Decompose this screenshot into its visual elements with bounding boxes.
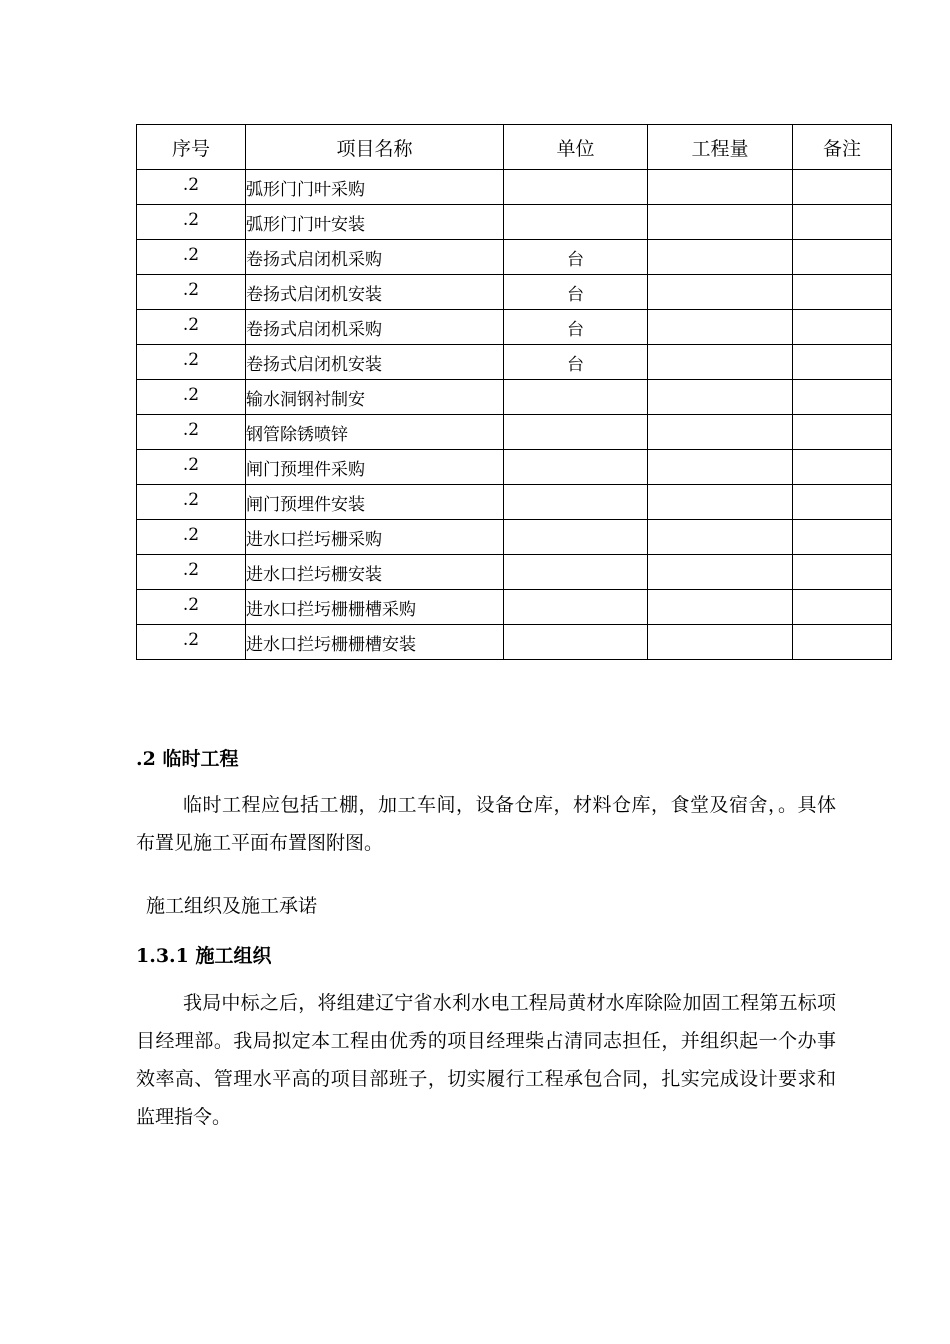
section-heading-temporary-works: .2 临时工程 bbox=[136, 748, 239, 770]
cell-unit bbox=[504, 170, 648, 205]
cell-unit bbox=[504, 555, 648, 590]
cell-unit: 台 bbox=[504, 345, 648, 380]
table-row bbox=[137, 625, 892, 660]
paragraph-construction-organization: 我局中标之后，将组建辽宁省水利水电工程局黄材水库除险加固工程第五标项目经理部。我局拟定本工程由优秀的项目经理柴占清同志担任，并组织起一个办事效率高、管理水平高的项目部班子，切实履行工程承包合同，扎实完成设计要求和监理指令。 bbox=[136, 992, 836, 1128]
cell-quantity bbox=[648, 345, 793, 380]
cell-quantity bbox=[648, 380, 793, 415]
cell-unit: 台 bbox=[504, 310, 648, 345]
table-row bbox=[137, 310, 892, 345]
table-row bbox=[137, 240, 892, 275]
cell-note bbox=[793, 240, 892, 275]
cell-quantity bbox=[648, 205, 793, 240]
cell-seq: .2 bbox=[137, 415, 246, 450]
cell-seq: .2 bbox=[137, 275, 246, 310]
cell-unit bbox=[504, 520, 648, 555]
cell-item-name: 卷扬式启闭机采购 bbox=[246, 240, 504, 275]
items-table bbox=[136, 124, 892, 660]
cell-quantity bbox=[648, 415, 793, 450]
cell-seq: .2 bbox=[137, 240, 246, 275]
table-row bbox=[137, 415, 892, 450]
cell-quantity bbox=[648, 240, 793, 275]
header-quantity: 工程量 bbox=[648, 125, 793, 170]
cell-quantity bbox=[648, 590, 793, 625]
table-row bbox=[137, 345, 892, 380]
cell-unit bbox=[504, 590, 648, 625]
cell-note bbox=[793, 450, 892, 485]
cell-item-name: 卷扬式启闭机安装 bbox=[246, 345, 504, 380]
cell-unit bbox=[504, 450, 648, 485]
table-row bbox=[137, 380, 892, 415]
table-row bbox=[137, 520, 892, 555]
paragraph-temporary-works: 临时工程应包括工棚，加工车间，设备仓库，材料仓库，食堂及宿舍，。具体布置见施工平面布置图附图。 bbox=[136, 794, 836, 854]
table-row bbox=[137, 170, 892, 205]
cell-note bbox=[793, 275, 892, 310]
header-note: 备注 bbox=[793, 125, 892, 170]
cell-note bbox=[793, 310, 892, 345]
cell-note bbox=[793, 170, 892, 205]
cell-note bbox=[793, 555, 892, 590]
cell-item-name: 弧形门门叶采购 bbox=[246, 170, 504, 205]
cell-note bbox=[793, 485, 892, 520]
cell-quantity bbox=[648, 520, 793, 555]
cell-item-name: 闸门预埋件安装 bbox=[246, 485, 504, 520]
cell-unit bbox=[504, 415, 648, 450]
cell-seq: .2 bbox=[137, 625, 246, 660]
cell-item-name: 钢管除锈喷锌 bbox=[246, 415, 504, 450]
header-name: 项目名称 bbox=[246, 125, 504, 170]
cell-seq: .2 bbox=[137, 380, 246, 415]
cell-seq: .2 bbox=[137, 485, 246, 520]
cell-item-name: 卷扬式启闭机采购 bbox=[246, 310, 504, 345]
cell-quantity bbox=[648, 275, 793, 310]
cell-seq: .2 bbox=[137, 590, 246, 625]
table-row bbox=[137, 555, 892, 590]
cell-note bbox=[793, 415, 892, 450]
cell-unit bbox=[504, 205, 648, 240]
cell-seq: .2 bbox=[137, 310, 246, 345]
cell-unit bbox=[504, 485, 648, 520]
cell-unit: 台 bbox=[504, 240, 648, 275]
cell-seq: .2 bbox=[137, 520, 246, 555]
cell-quantity bbox=[648, 555, 793, 590]
table-body bbox=[137, 170, 892, 660]
cell-item-name: 闸门预埋件采购 bbox=[246, 450, 504, 485]
table-row bbox=[137, 450, 892, 485]
table-row bbox=[137, 275, 892, 310]
cell-item-name: 进水口拦圬栅安装 bbox=[246, 555, 504, 590]
cell-quantity bbox=[648, 625, 793, 660]
cell-item-name: 进水口拦圬栅栅槽采购 bbox=[246, 590, 504, 625]
cell-note bbox=[793, 205, 892, 240]
cell-note bbox=[793, 625, 892, 660]
cell-seq: .2 bbox=[137, 450, 246, 485]
cell-quantity bbox=[648, 485, 793, 520]
table-header-row bbox=[137, 125, 892, 170]
cell-unit bbox=[504, 380, 648, 415]
table-row bbox=[137, 485, 892, 520]
cell-note bbox=[793, 590, 892, 625]
cell-item-name: 卷扬式启闭机安装 bbox=[246, 275, 504, 310]
cell-seq: .2 bbox=[137, 205, 246, 240]
cell-item-name: 进水口拦圬栅采购 bbox=[246, 520, 504, 555]
cell-seq: .2 bbox=[137, 555, 246, 590]
section-heading-1-3-1: 1.3.1 施工组织 bbox=[136, 945, 272, 967]
header-unit: 单位 bbox=[504, 125, 648, 170]
cell-item-name: 进水口拦圬栅栅槽安装 bbox=[246, 625, 504, 660]
cell-unit bbox=[504, 625, 648, 660]
cell-seq: .2 bbox=[137, 345, 246, 380]
cell-quantity bbox=[648, 170, 793, 205]
cell-quantity bbox=[648, 310, 793, 345]
table-row bbox=[137, 205, 892, 240]
table-row bbox=[137, 590, 892, 625]
cell-unit: 台 bbox=[504, 275, 648, 310]
cell-item-name: 弧形门门叶安装 bbox=[246, 205, 504, 240]
cell-note bbox=[793, 520, 892, 555]
section-heading-organization: 施工组织及施工承诺 bbox=[146, 895, 318, 917]
header-seq: 序号 bbox=[137, 125, 246, 170]
cell-item-name: 输水洞钢衬制安 bbox=[246, 380, 504, 415]
cell-note bbox=[793, 380, 892, 415]
cell-seq: .2 bbox=[137, 170, 246, 205]
cell-note bbox=[793, 345, 892, 380]
cell-quantity bbox=[648, 450, 793, 485]
